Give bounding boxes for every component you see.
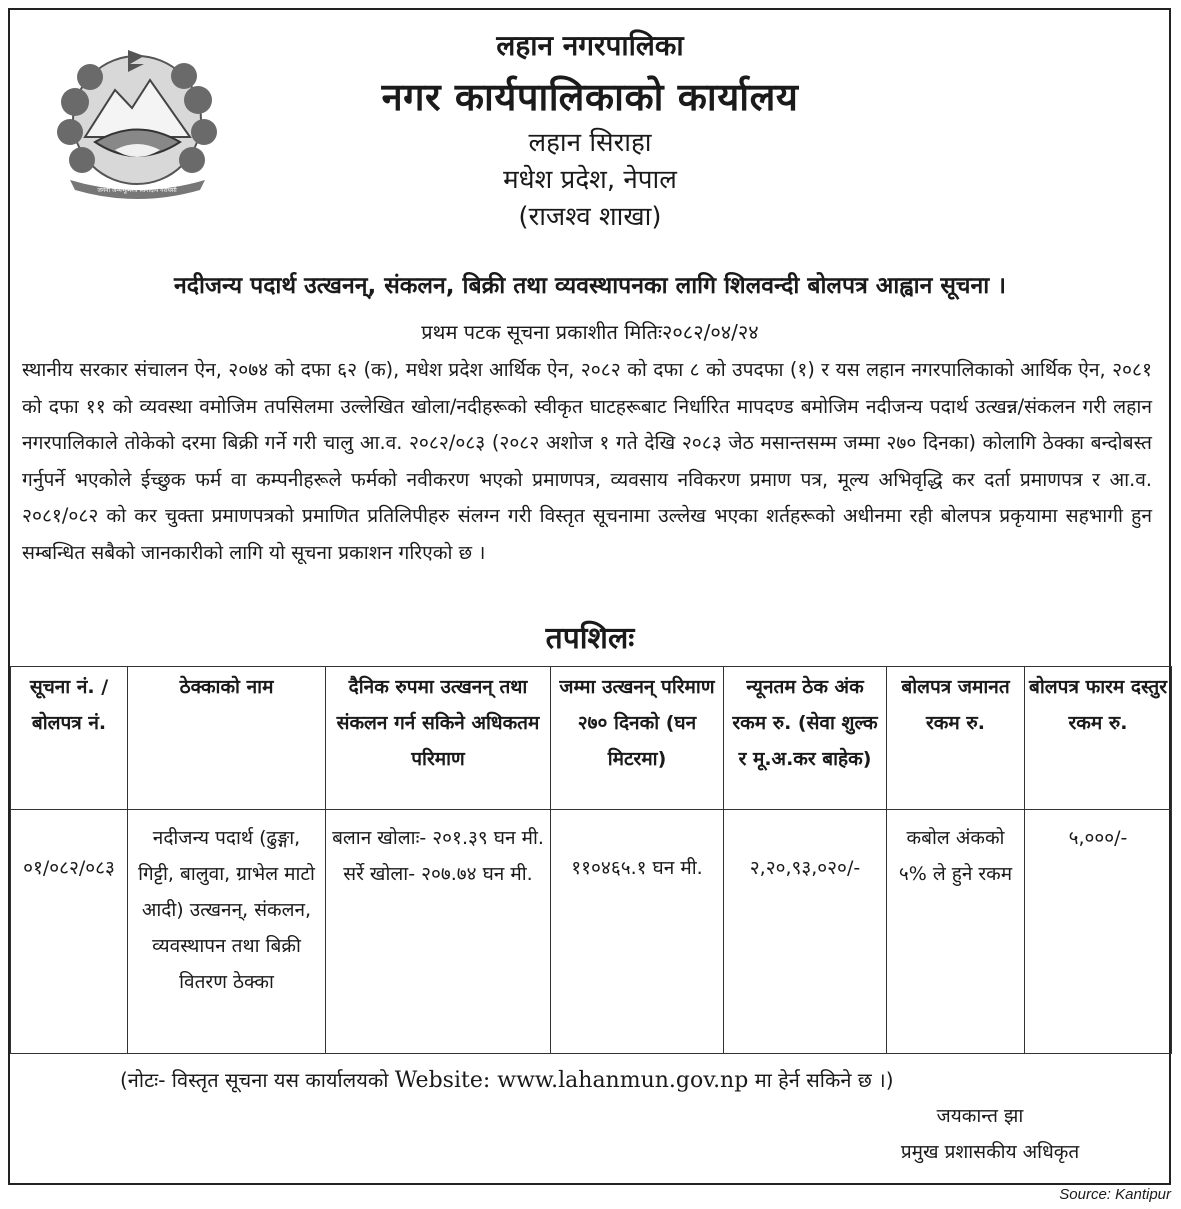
header-notice-no: सूचना नं. / बोलपत्र नं. [11,667,128,810]
office-name: नगर कार्यपालिकाको कार्यालय [381,75,799,119]
cell-bid-security: कबोल अंकको ५% ले हुने रकम [887,810,1025,1054]
header-daily-quantity: दैनिक रुपमा उत्खनन् तथा संकलन गर्न सकिने अधिकतम परिमाण [326,667,551,810]
cell-total-quantity: ११०४६५.१ घन मी. [551,810,724,1054]
website-link[interactable]: Website: www.lahanmun.gov.np [394,1068,749,1093]
table-header-row [11,667,1172,810]
tender-table [10,666,1172,1054]
source-credit: Source: Kantipur [1059,1186,1171,1203]
signatory-title: प्रमुख प्रशासकीय अधिकृत [900,1141,1080,1163]
note-text-after: मा हेर्न सकिने छ ।) [754,1068,894,1092]
nepal-government-emblem [40,42,235,202]
cell-minimum-amount: २,२०,९३,०२०/- [724,810,887,1054]
footer-note [120,1066,1060,1093]
header-total-quantity: जम्मा उत्खनन् परिमाण २७० दिनको (घन मिटरमा) [551,667,724,810]
header-contract-name: ठेक्काको नाम [128,667,326,810]
notice-body: स्थानीय सरकार संचालन ऐन, २०७४ को दफा ६२ (क), मधेश प्रदेश आर्थिक ऐन, २०८२ को दफा ८ को उपदफा (१) र यस लहान नगरपालिकाको आर्थिक ऐन, २०८१ को दफा ११ को व्यवस्था वमोजिम तपसिलमा उल्लेखित खोला/नदीहरूको स्वीकृत घाटहरूबाट निर्धारित मापदण्ड बमोजिम नदीजन्य पदार्थ उत्खन्न/संकलन गरी लहान नगरपालिकाले तोकेको दरमा बिक्री गर्ने गरी चालु आ.व. २०८२/०८३ (२०८२ अशोज १ गते देखि २०८३ जेठ मसान्तसम्म जम्मा २७० दिनका) कोलागि ठेक्का बन्दोबस्त गर्नुपर्ने भएकोले ईच्छुक फर्म वा कम्पनीहरूले फर्मको नवीकरण भएको प्रमाणपत्र, व्यवसाय नविकरण प्रमाण पत्र, मूल्य अभिवृद्धि कर दर्ता प्रमाणपत्र र आ.व. २०८१/०८२ को कर चुक्ता प्रमाणपत्रको प्रमाणित प्रतिलिपीहरु संलग्न गरी विस्तृत सूचनामा उल्लेख भएका शर्तहरूको अधीनमा रही बोलपत्र प्रकृयामा सहभागी हुन सम्बन्धित सबैको जानकारीको लागि यो सूचना प्रकाशन गरिएको छ । [22,358,1152,564]
cell-daily-quantity: बलान खोलाः- २०१.३९ घन मी. सर्रे खोला- २०७.७४ घन मी. [326,810,551,1054]
cell-notice-no: ०१/०८२/०८३ [11,810,128,1054]
office-section: (राजश्व शाखा) [518,202,662,232]
cell-form-fee: ५,०००/- [1025,810,1172,1054]
cell-contract-name: नदीजन्य पदार्थ (ढुङ्गा, गिट्टी, बालुवा, ग्राभेल माटो आदी) उत्खनन्, संकलन, व्यवस्थापन तथा बिक्री वितरण ठेक्का [128,810,326,1054]
header-bid-security: बोलपत्र जमानत रकम रु. [887,667,1025,810]
header-minimum-amount: न्यूनतम ठेक अंक रकम रु. (सेवा शुल्क र मू.अ.कर बाहेक) [724,667,887,810]
publish-date: प्रथम पटक सूचना प्रकाशीत मितिः२०८२/०४/२४ [421,320,759,344]
notice-title: नदीजन्य पदार्थ उत्खनन्, संकलन, बिक्री तथा व्यवस्थापनका लागि शिलवन्दी बोलपत्र आह्वान सूचना । [174,273,1006,299]
office-location: लहान सिराहा [528,128,652,158]
office-province: मधेश प्रदेश, नेपाल [503,165,677,195]
municipality-name: लहान नगरपालिका [496,29,684,62]
emblem-motto: जननी जन्मभूमिश्च स्वर्गादपि गरीयसी [97,187,177,194]
table-heading: तपशिलः [545,621,635,656]
table-row [11,810,1172,1054]
header-form-fee: बोलपत्र फारम दस्तुर रकम रु. [1025,667,1172,810]
note-text-before: (नोटः- विस्तृत सूचना यस कार्यालयको [120,1068,389,1092]
signatory-name: जयकान्त झा [936,1105,1024,1127]
